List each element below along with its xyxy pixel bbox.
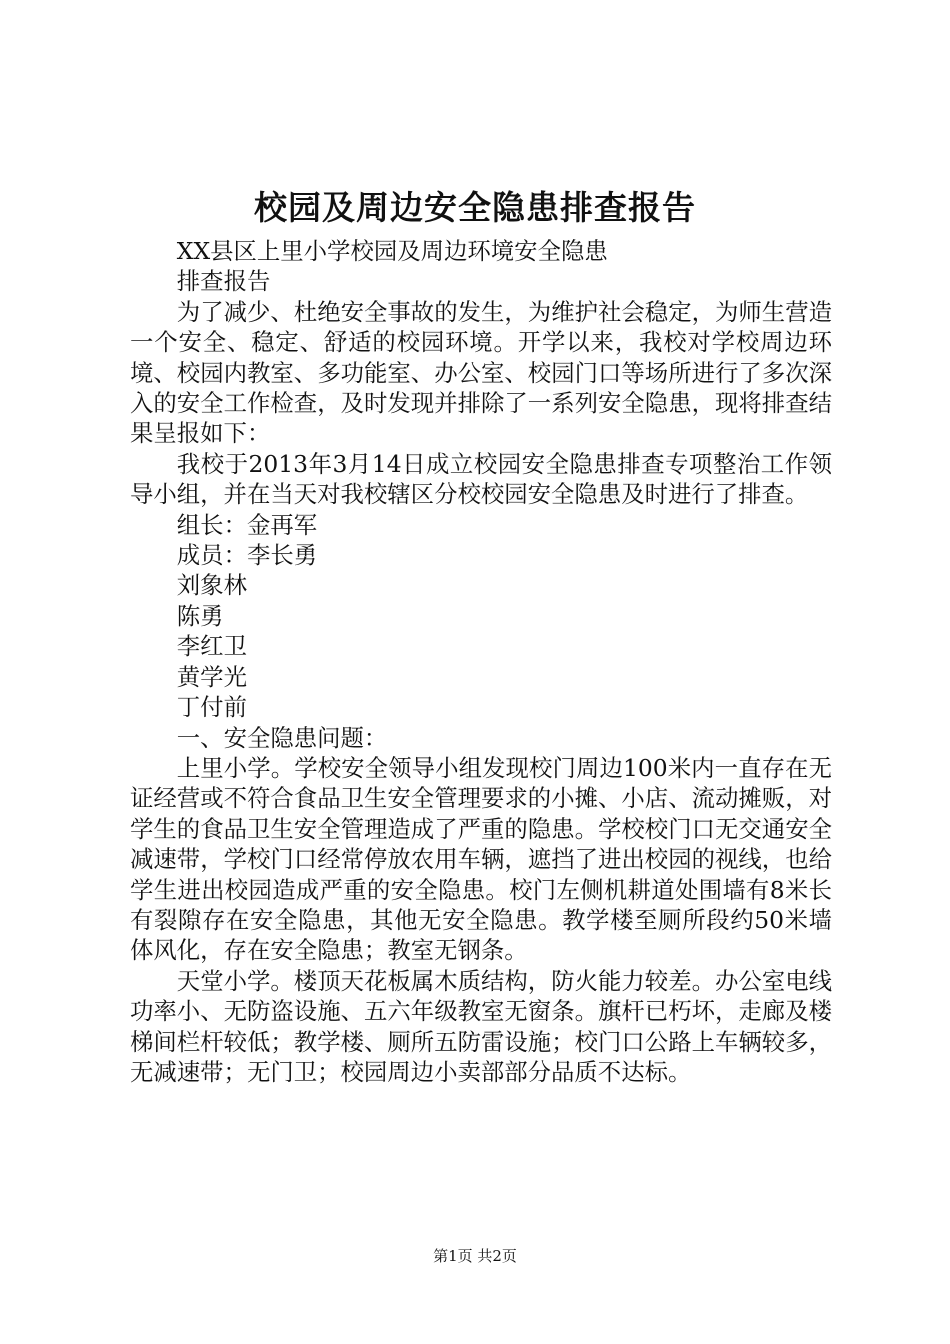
paragraph-shangli: 上里小学。学校安全领导小组发现校门周边100米内一直存在无证经营或不符合食品卫生安全管理要求的小摊、小店、流动摊贩，对学生的食品卫生安全管理造成了严重的隐患。学校校门口无交通安全减速带，学校门口经常停放农用车辆，遮挡了进出校园的视线，也给学生进出校园造成严重的安全隐患。校门左侧机耕道处围墙有8米长有裂隙存在安全隐患，其他无安全隐患。教学楼至厕所段约50米墙体风化，存在安全隐患；教室无钢条。 xyxy=(130,753,832,965)
document-title: 校园及周边安全隐患排查报告 xyxy=(254,188,696,227)
member-item: 陈勇 xyxy=(176,601,224,630)
heading-line-1: XX县区上里小学校园及周边环境安全隐患 xyxy=(176,237,608,265)
member-item: 刘象林 xyxy=(176,571,247,600)
heading-line-2: 排查报告 xyxy=(176,267,271,296)
member-item: 丁付前 xyxy=(176,693,247,722)
paragraph-group: 我校于2013年3月14日成立校园安全隐患排查专项整治工作领导小组，并在当天对我校辖区分校校园安全隐患及时进行了排查。 xyxy=(130,449,832,509)
page-footer: 第1页 共2页 xyxy=(433,1247,517,1265)
leader-line: 组长：金再军 xyxy=(176,510,318,539)
paragraph-tiantang: 天堂小学。楼顶天花板属木质结构，防火能力较差。办公室电线功率小、无防盗设施、五六年级教室无窗条。旗杆已朽坏，走廊及楼梯间栏杆较低；教学楼、厕所五防雷设施；校门口公路上车辆较多，无减速带；无门卫；校园周边小卖部部分品质不达标。 xyxy=(130,966,832,1086)
document-body xyxy=(130,236,832,1087)
section-heading: 一、安全隐患问题： xyxy=(176,723,388,752)
members-line: 成员：李长勇 xyxy=(176,541,318,570)
paragraph-intro: 为了减少、杜绝安全事故的发生，为维护社会稳定，为师生营造一个安全、稳定、舒适的校园环境。开学以来，我校对学校周边环境、校园内教室、多功能室、办公室、校园门口等场所进行了多次深入的安全工作检查，及时发现并排除了一系列安全隐患，现将排查结果呈报如下： xyxy=(130,297,832,448)
member-item: 李红卫 xyxy=(176,632,247,661)
member-item: 黄学光 xyxy=(176,662,247,691)
